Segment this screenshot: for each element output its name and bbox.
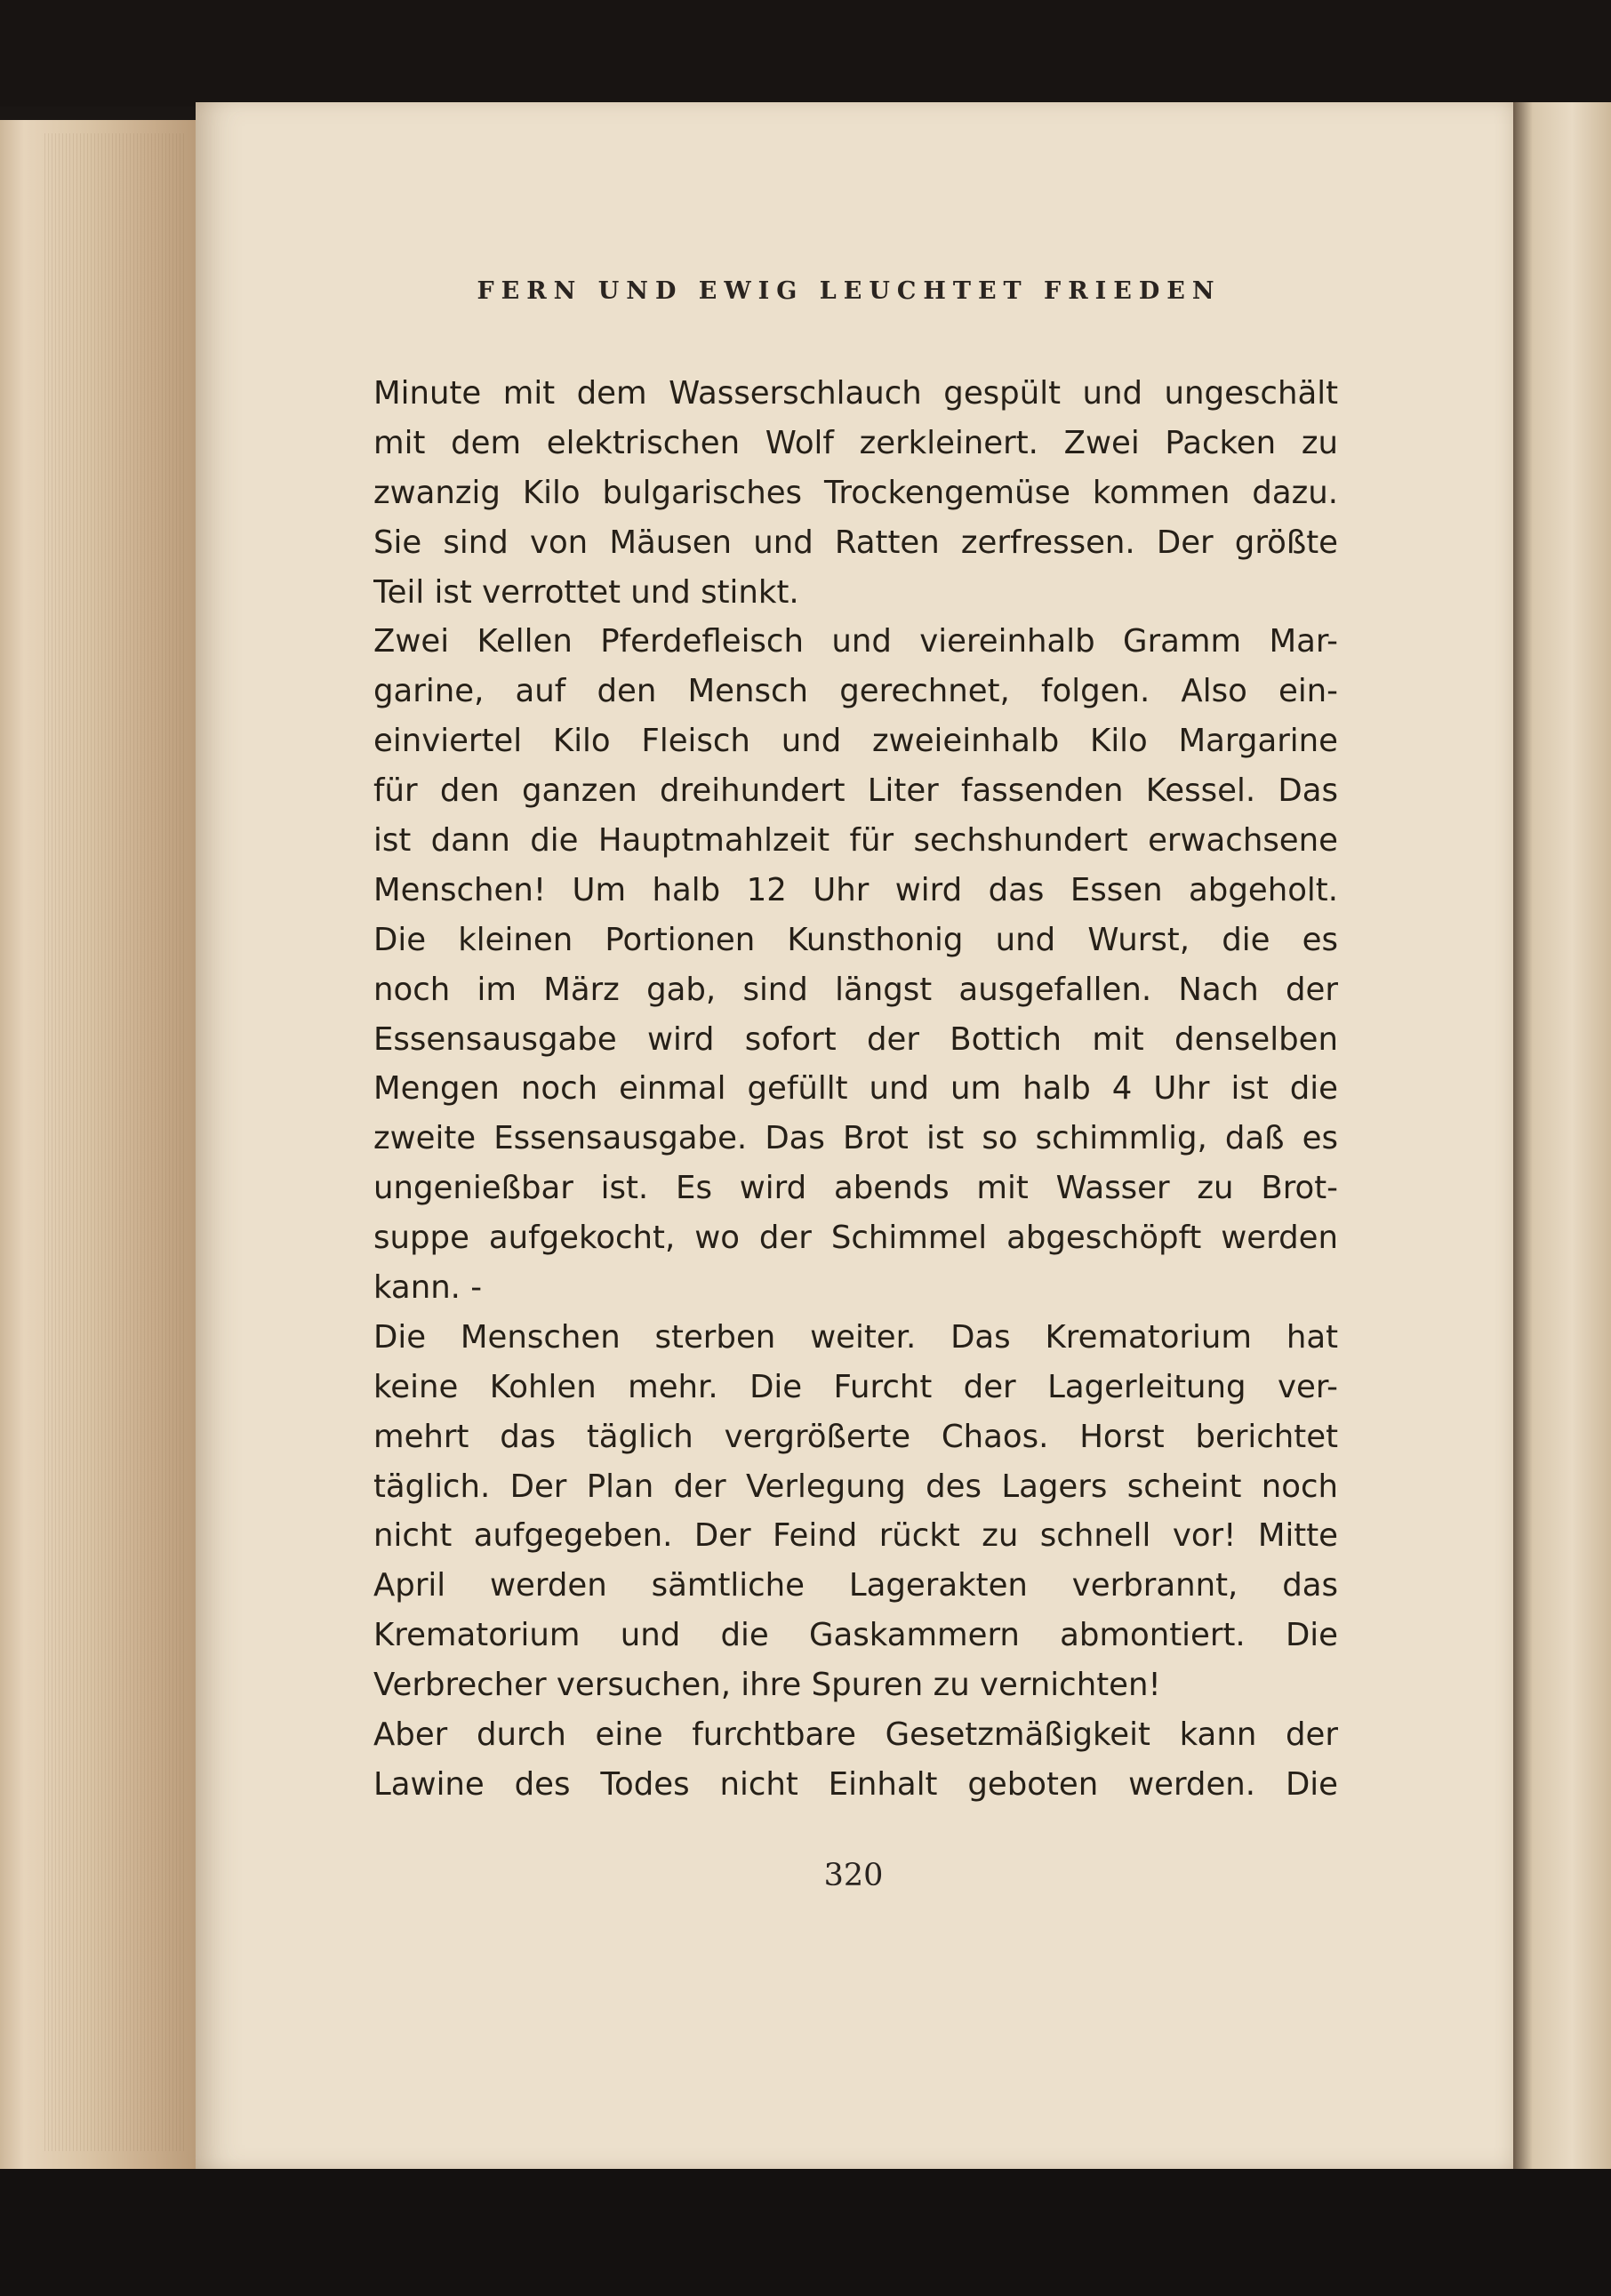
text-line: Menschen! Um halb 12 Uhr wird das Essen abgeholt. <box>373 871 1338 908</box>
text-line: Aber durch eine furchtbare Gesetzmäßigkeit kann der <box>373 1716 1338 1754</box>
page-edge-texture <box>44 133 187 2151</box>
text-line: Krematorium und die Gaskammern abmontiert. Die <box>373 1617 1338 1654</box>
text-line: ist dann die Hauptmahlzeit für sechshundert erwachsene <box>373 822 1338 860</box>
text-line: garine, auf den Mensch gerechnet, folgen. Also ein- <box>373 673 1338 710</box>
text-line: Die kleinen Portionen Kunsthonig und Wurst, die es <box>373 921 1338 958</box>
facing-page-edge <box>1513 102 1611 2169</box>
text-line: Lawine des Todes nicht Einhalt geboten werden. Die <box>373 1765 1338 1803</box>
body-text <box>373 369 1338 1810</box>
text-line: zwanzig Kilo bulgarisches Trockengemüse kommen dazu. <box>373 474 1338 511</box>
text-line: suppe aufgekocht, wo der Schimmel abgeschöpft werden <box>373 1220 1338 1257</box>
text-line: Teil ist verrottet und stinkt. <box>373 573 799 611</box>
text-line: Zwei Kellen Pferdefleisch und viereinhalb Gramm Mar- <box>373 623 1338 660</box>
text-line: Minute mit dem Wasserschlauch gespült und ungeschält <box>373 375 1338 412</box>
text-line: Mengen noch einmal gefüllt und um halb 4 Uhr ist die <box>373 1070 1338 1108</box>
text-line: mit dem elektrischen Wolf zerkleinert. Zwei Packen zu <box>373 424 1338 461</box>
text-line: für den ganzen dreihundert Liter fassenden Kessel. Das <box>373 772 1338 810</box>
text-line: ungenießbar ist. Es wird abends mit Wasser zu Brot- <box>373 1170 1338 1207</box>
text-line: Verbrecher versuchen, ihre Spuren zu vernichten! <box>373 1667 1161 1704</box>
text-line: täglich. Der Plan der Verlegung des Lagers scheint noch <box>373 1468 1338 1505</box>
text-line: keine Kohlen mehr. Die Furcht der Lagerleitung ver- <box>373 1368 1338 1405</box>
text-line: noch im März gab, sind längst ausgefallen. Nach der <box>373 971 1338 1008</box>
text-line: kann. - <box>373 1269 483 1307</box>
background-top <box>0 0 1611 107</box>
text-line: Sie sind von Mäusen und Ratten zerfressen. Der größte <box>373 524 1338 561</box>
page-number: 320 <box>823 1858 884 1893</box>
text-line: zweite Essensausgabe. Das Brot ist so schimmlig, daß es <box>373 1120 1338 1157</box>
running-head: FERN UND EWIG LEUCHTET FRIEDEN <box>477 277 1222 305</box>
text-line: nicht aufgegeben. Der Feind rückt zu schnell vor! Mitte <box>373 1517 1338 1555</box>
text-line: einviertel Kilo Fleisch und zweieinhalb Kilo Margarine <box>373 723 1338 760</box>
background-bottom <box>0 2169 1611 2296</box>
text-line: Die Menschen sterben weiter. Das Krematorium hat <box>373 1318 1338 1356</box>
text-line: mehrt das täglich vergrößerte Chaos. Horst berichtet <box>373 1418 1338 1455</box>
text-line: Essensausgabe wird sofort der Bottich mit denselben <box>373 1020 1338 1058</box>
text-line: April werden sämtliche Lagerakten verbrannt, das <box>373 1567 1338 1604</box>
